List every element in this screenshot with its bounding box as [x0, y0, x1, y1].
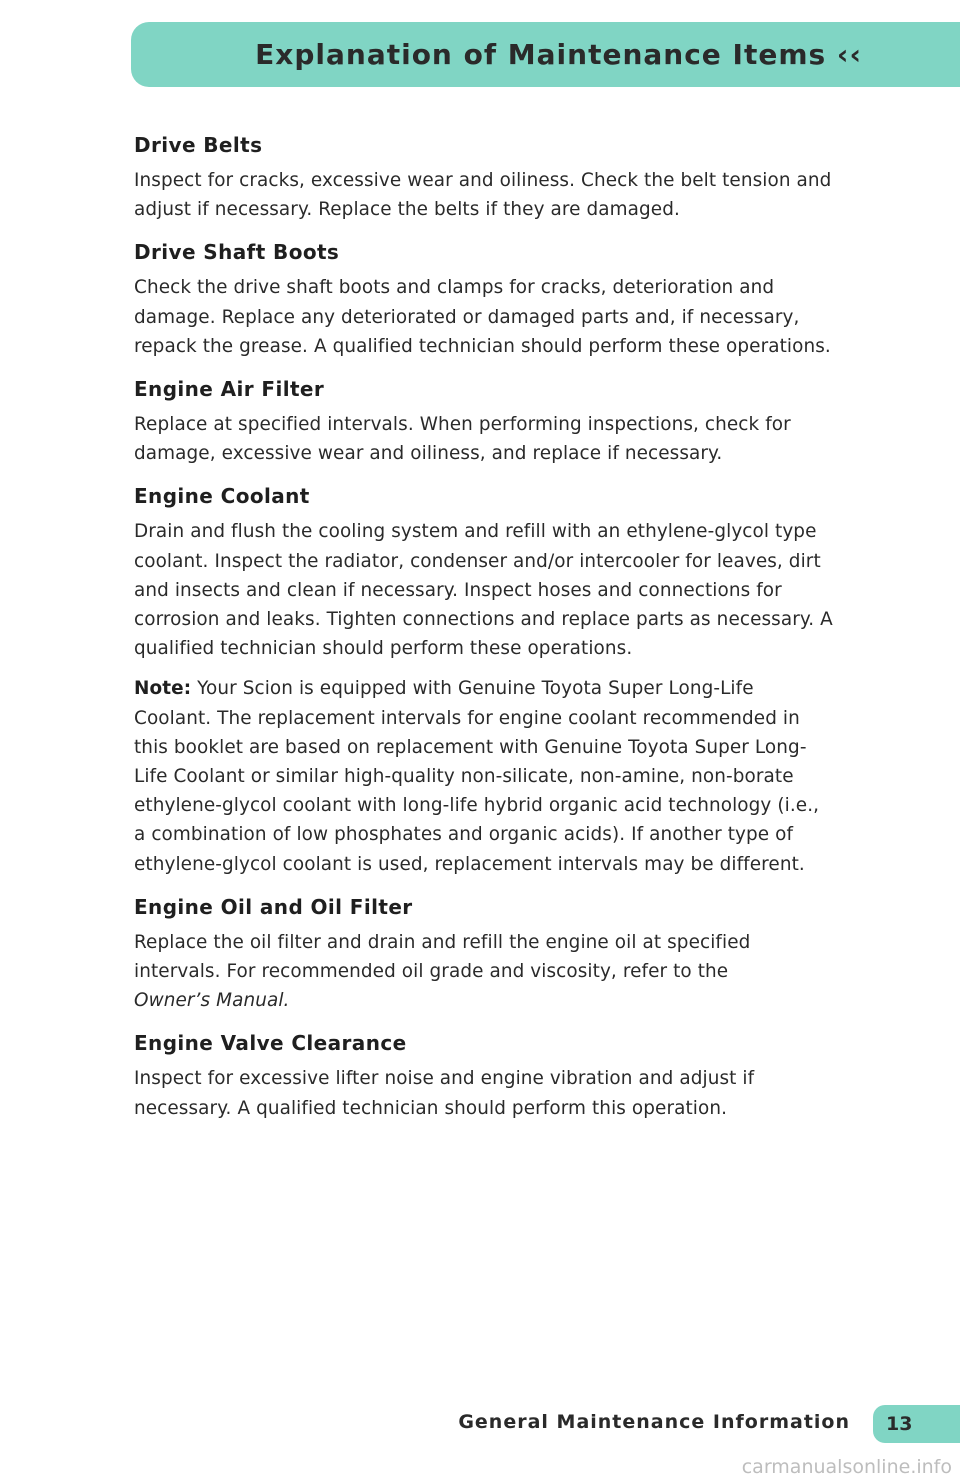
section-body: Inspect for excessive lifter noise and engine vibration and adjust if necessary. A qualified technician should perform this operation.: [134, 1068, 755, 1119]
section-body: [134, 928, 834, 1016]
header-bar: [131, 22, 960, 87]
coolant-note: [134, 674, 834, 878]
section-body: Replace at specified intervals. When performing inspections, check for damage, excessive wear and oiliness, and replace if necessary.: [134, 414, 791, 465]
section-drive-shaft-boots: [134, 235, 834, 361]
watermark: carmanualsonline.info: [741, 1456, 952, 1478]
note-label: Note:: [134, 678, 192, 700]
section-body: Check the drive shaft boots and clamps for cracks, deterioration and damage. Replace any deteriorated or damaged parts and, if necessary, repack the grease. A qualified technician should perform these operations.: [134, 277, 831, 357]
section-heading: Engine Coolant: [134, 484, 310, 509]
section-body: Drain and flush the cooling system and refill with an ethylene-glycol type coolant. Inspect the radiator, condenser and/or intercooler for leaves, dirt and insects and clean if necessary. Inspect hoses and connections for corrosion and leaks. Tighten connections and replace parts as necessary. A qualified technician should perform these operations.: [134, 521, 833, 660]
section-engine-oil: [134, 890, 834, 1016]
section-body-text: Replace the oil filter and drain and refill the engine oil at specified intervals. For recommended oil grade and viscosity, refer to the: [134, 931, 751, 983]
content: [134, 128, 834, 1134]
footer-label: General Maintenance Information: [458, 1411, 850, 1433]
page-title: Explanation of Maintenance Items ‹‹: [255, 38, 862, 71]
section-heading: Engine Oil and Oil Filter: [134, 894, 413, 919]
section-heading: Drive Shaft Boots: [134, 240, 340, 265]
section-engine-air-filter: [134, 372, 834, 468]
section-drive-belts: [134, 128, 834, 224]
section-heading: Engine Air Filter: [134, 377, 325, 402]
owners-manual-reference: Owner’s Manual.: [134, 990, 290, 1012]
section-heading: Engine Valve Clearance: [134, 1031, 407, 1056]
section-engine-valve-clearance: [134, 1026, 834, 1122]
section-body: Inspect for cracks, excessive wear and oiliness. Check the belt tension and adjust if necessary. Replace the belts if they are damaged.: [134, 170, 832, 221]
note-text: Your Scion is equipped with Genuine Toyota Super Long-Life Coolant. The replacement intervals for engine coolant recommended in this booklet are based on replacement with Genuine Toyota Super Long-Life Coolant or similar high-quality non-silicate, non-amine, non-borate ethylene-glycol coolant with long-life hybrid organic acid technology (i.e., a combination of low phosphates and organic acids). If another type of ethylene-glycol coolant is used, replacement intervals may be different.: [134, 678, 820, 875]
section-heading: Drive Belts: [134, 133, 263, 157]
page-number-tab: [873, 1405, 960, 1443]
page-number: 13: [886, 1413, 913, 1435]
section-engine-coolant: [134, 479, 834, 663]
